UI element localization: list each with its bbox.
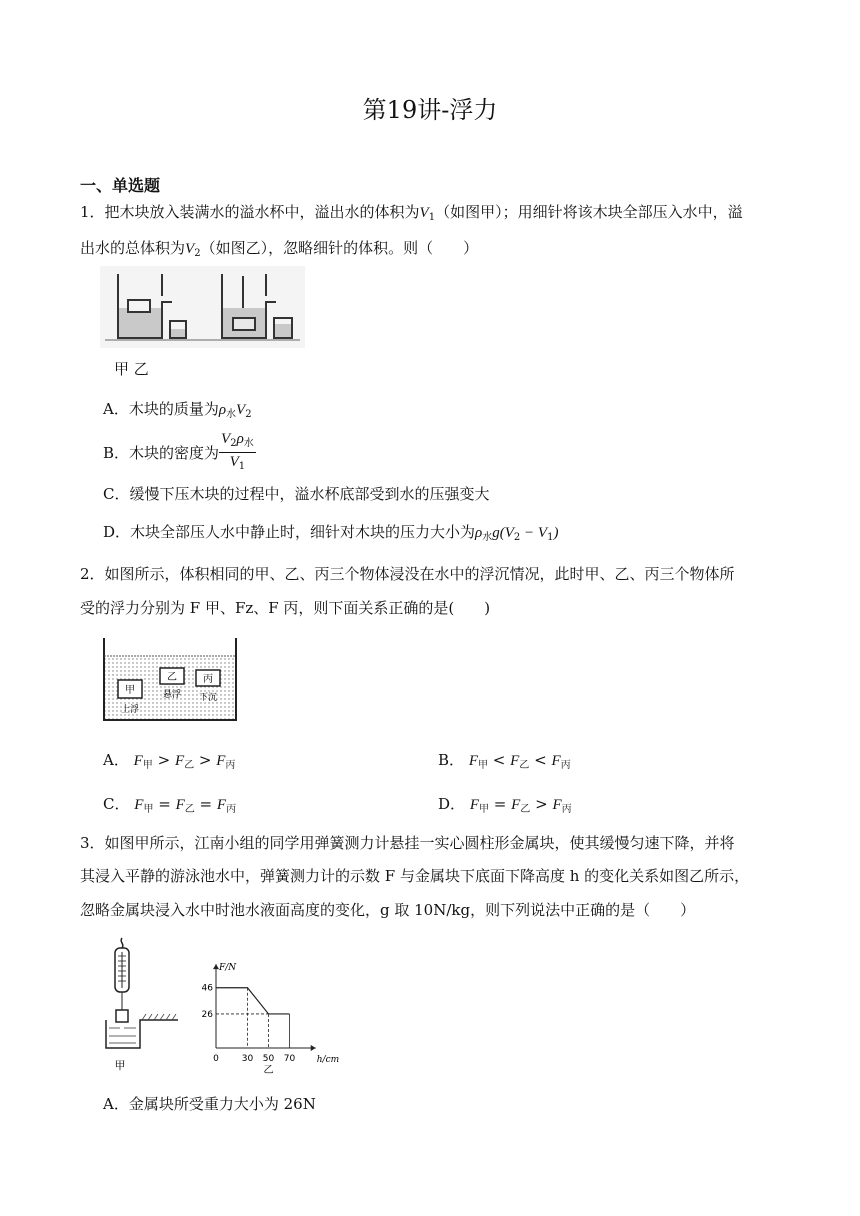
y-axis-label: F/N: [219, 963, 237, 974]
question-1-line-1: 1．把木块放入装满水的溢水杯中，溢出水的体积为$V_1$（如图甲）；用细针将该木块全部压入水中，溢: [80, 203, 743, 223]
x-axis-arrow: [311, 1045, 316, 1051]
question-3-line-2: 其浸入平静的游泳池水中，弹簧测力计的示数 F 与金属块下底面下降高度 h 的变化关系如图乙所示，: [80, 867, 750, 885]
object-yi-state: 悬浮: [162, 690, 182, 700]
question-3-line-3: 忽略金属块浸入水中时池水液面高度的变化，g 取 10N/kg，则下列说法中正确的是（ ）: [80, 901, 696, 919]
object-jia-label: 甲: [125, 685, 135, 696]
object-bing-label: 丙: [203, 674, 213, 685]
question-3-figure-jia: [100, 936, 185, 1074]
object-bing-state: 下沉: [198, 693, 218, 703]
figure-jia-caption: 甲: [114, 1059, 126, 1072]
figure-yi-caption: 乙: [263, 1065, 274, 1074]
question-1-option-d[interactable]: D．木块全部压人水中静止时，细针对木块的压力大小为$\rho_水g(V_2 - V_1)$: [103, 523, 559, 543]
x-tick-label: 70: [283, 1054, 296, 1064]
object-yi-label: 乙: [167, 672, 177, 683]
question-2-line-2: 受的浮力分别为 F 甲、Fz、F 丙，则下面关系正确的是( ): [80, 599, 491, 617]
question-1-line-2: 出水的总体积为$V_2$（如图乙），忽略细针的体积。则（ ）: [80, 239, 479, 259]
question-1-figure: [100, 266, 305, 348]
y-tick-label: 46: [201, 983, 213, 994]
density-fraction: $\frac{V_2\rho_水}{V_1}$: [221, 431, 254, 472]
question-2-option-c[interactable]: C． $F_甲 = F_乙 = F_丙$: [103, 795, 237, 815]
question-2-option-b[interactable]: B． $F_甲 < F_乙 < F_丙$: [438, 751, 571, 771]
object-jia-state: 上浮: [120, 705, 140, 715]
question-2-figure: [100, 634, 240, 726]
question-2-option-d[interactable]: D． $F_甲 = F_乙 > F_丙$: [438, 795, 572, 815]
page-title: 第19讲-浮力: [362, 96, 498, 124]
question-1-option-c[interactable]: C．缓慢下压木块的过程中，溢水杯底部受到水的压强变大: [103, 485, 490, 503]
x-axis-label: h/cm: [316, 1055, 340, 1065]
y-tick-label: 26: [201, 1009, 213, 1020]
force-series-line: [216, 988, 290, 1014]
x-tick-label: 50: [262, 1054, 275, 1064]
question-2-option-a[interactable]: A． $F_甲 > F_乙 > F_丙$: [103, 751, 236, 771]
x-tick-label: 0: [213, 1054, 219, 1064]
question-3-line-1: 3．如图甲所示，江南小组的同学用弹簧测力计悬挂一实心圆柱形金属块，使其缓慢匀速下降，并将: [80, 834, 735, 852]
question-3-option-a[interactable]: A．金属块所受重力大小为 26N: [103, 1095, 316, 1113]
section-title: 一、单选题: [80, 176, 161, 195]
force-height-chart: [196, 962, 346, 1074]
x-tick-label: 30: [241, 1054, 254, 1064]
question-1-option-b[interactable]: B．木块的密度为 $\frac{V_2\rho_水}{V_1}$: [103, 430, 256, 475]
question-2-line-1: 2．如图所示，体积相同的甲、乙、丙三个物体浸没在水中的浮沉情况，此时甲、乙、丙三个物体所: [80, 565, 735, 583]
question-1-option-a[interactable]: A．木块的质量为$\rho_水V_2$: [103, 400, 252, 420]
question-1-figure-caption: 甲 乙: [114, 360, 149, 378]
